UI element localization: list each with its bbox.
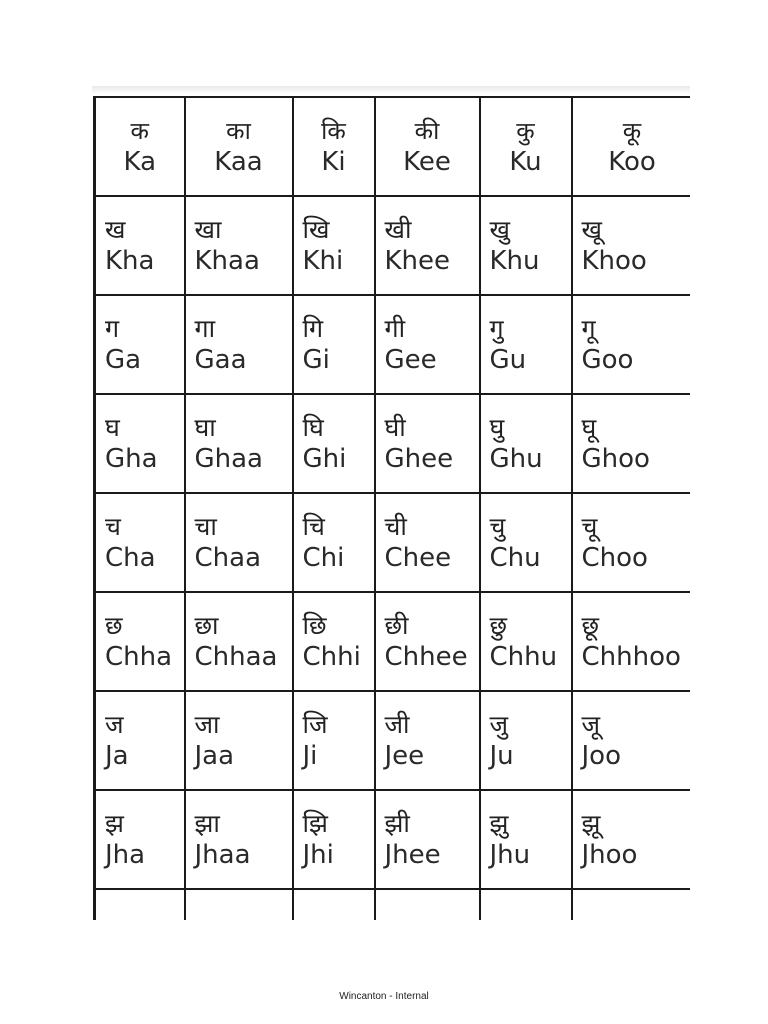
devanagari-syllable: घा <box>194 412 216 442</box>
transliteration: Ki <box>321 146 346 177</box>
syllable-cell-cut-off <box>185 889 293 920</box>
table-row <box>95 295 691 394</box>
syllable-cell <box>293 790 375 889</box>
devanagari-syllable: ग <box>105 313 120 343</box>
syllable-cell <box>95 196 185 295</box>
transliteration: Ghi <box>302 443 347 474</box>
devanagari-syllable: झा <box>194 808 220 838</box>
transliteration: Cha <box>105 542 156 573</box>
devanagari-syllable: झू <box>581 808 601 838</box>
transliteration: Jhee <box>384 839 441 870</box>
devanagari-syllable: खी <box>384 214 412 244</box>
table-row <box>95 196 691 295</box>
transliteration: Kaa <box>214 146 263 177</box>
transliteration: Chhaa <box>194 641 278 672</box>
syllable-cell <box>95 790 185 889</box>
syllable-cell <box>375 592 480 691</box>
syllable-cell <box>293 493 375 592</box>
devanagari-syllable: झी <box>384 808 410 838</box>
devanagari-syllable: का <box>226 116 251 145</box>
table-row <box>95 592 691 691</box>
syllable-cell <box>572 295 691 394</box>
transliteration: Koo <box>608 146 656 177</box>
transliteration: Chi <box>302 542 345 573</box>
syllable-cell <box>572 394 691 493</box>
transliteration: Ga <box>105 344 142 375</box>
devanagari-syllable: कि <box>321 116 346 145</box>
transliteration: Ku <box>509 146 542 177</box>
transliteration: Ja <box>105 740 129 771</box>
syllable-cell <box>572 790 691 889</box>
syllable-cell <box>185 493 293 592</box>
devanagari-syllable: छु <box>489 610 508 640</box>
footer-classification: Wincanton - Internal <box>339 991 429 1002</box>
syllable-cell <box>293 295 375 394</box>
devanagari-syllable: ची <box>384 511 407 541</box>
transliteration: Ghee <box>384 443 454 474</box>
transliteration: Kha <box>105 245 155 276</box>
syllable-cell <box>480 97 572 196</box>
syllable-cell <box>95 691 185 790</box>
devanagari-syllable: खू <box>581 214 602 244</box>
transliteration: Khu <box>489 245 540 276</box>
devanagari-syllable: ज <box>105 709 124 739</box>
transliteration: Choo <box>581 542 648 573</box>
transliteration: Khee <box>384 245 451 276</box>
syllable-cell-cut-off <box>95 889 185 920</box>
syllable-cell <box>480 790 572 889</box>
devanagari-syllable: चू <box>581 511 598 541</box>
devanagari-syllable: खि <box>302 214 330 244</box>
syllable-cell <box>185 97 293 196</box>
table-row <box>95 691 691 790</box>
syllable-cell <box>185 394 293 493</box>
devanagari-syllable: जा <box>194 709 220 739</box>
devanagari-syllable: च <box>105 511 121 541</box>
syllable-cell <box>375 97 480 196</box>
syllable-cell <box>95 592 185 691</box>
syllable-cell <box>293 691 375 790</box>
devanagari-syllable: छा <box>194 610 219 640</box>
transliteration: Jhu <box>489 839 531 870</box>
transliteration: Chhhoo <box>581 641 681 672</box>
syllable-cell <box>480 295 572 394</box>
transliteration: Jee <box>384 740 425 771</box>
syllable-cell <box>480 691 572 790</box>
devanagari-syllable: घि <box>302 412 324 442</box>
transliteration: Gee <box>384 344 437 375</box>
devanagari-syllable: छी <box>384 610 409 640</box>
syllable-cell <box>185 592 293 691</box>
syllable-cell-cut-off <box>375 889 480 920</box>
syllable-cell <box>572 493 691 592</box>
transliteration: Chhu <box>489 641 558 672</box>
syllable-cell <box>95 493 185 592</box>
table-row <box>95 493 691 592</box>
devanagari-syllable: घ <box>105 412 120 442</box>
syllable-cell-cut-off <box>572 889 691 920</box>
syllable-cell <box>375 493 480 592</box>
devanagari-syllable: खु <box>489 214 510 244</box>
devanagari-syllable: खा <box>194 214 222 244</box>
syllable-cell <box>480 196 572 295</box>
transliteration: Ghu <box>489 443 543 474</box>
devanagari-syllable: चु <box>489 511 506 541</box>
transliteration: Jhaa <box>194 839 251 870</box>
devanagari-syllable: छ <box>105 610 123 640</box>
devanagari-syllable: जू <box>581 709 601 739</box>
syllable-cell <box>480 493 572 592</box>
syllable-cell <box>95 97 185 196</box>
transliteration: Kee <box>403 146 451 177</box>
transliteration: Jhoo <box>581 839 638 870</box>
transliteration: Gaa <box>194 344 247 375</box>
devanagari-syllable: घु <box>489 412 505 442</box>
table-row <box>95 394 691 493</box>
transliteration: Khi <box>302 245 344 276</box>
devanagari-syllable: गु <box>489 313 504 343</box>
devanagari-syllable: छि <box>302 610 327 640</box>
syllable-cell <box>185 790 293 889</box>
syllable-cell <box>293 196 375 295</box>
syllable-cell <box>480 592 572 691</box>
devanagari-syllable: घी <box>384 412 406 442</box>
syllable-table-container <box>93 96 690 936</box>
devanagari-syllable: गी <box>384 313 406 343</box>
transliteration: Joo <box>581 740 621 771</box>
transliteration: Khaa <box>194 245 260 276</box>
syllable-cell-cut-off <box>480 889 572 920</box>
transliteration: Chha <box>105 641 173 672</box>
transliteration: Gu <box>489 344 527 375</box>
syllable-cell <box>375 691 480 790</box>
page-top-edge <box>92 86 690 94</box>
devanagari-syllable: गू <box>581 313 596 343</box>
devanagari-syllable: की <box>414 116 440 145</box>
transliteration: Chu <box>489 542 541 573</box>
table-row-cut-off <box>95 889 691 920</box>
syllable-cell <box>375 295 480 394</box>
transliteration: Gha <box>105 443 158 474</box>
transliteration: Ghaa <box>194 443 263 474</box>
devanagari-syllable: जी <box>384 709 410 739</box>
devanagari-syllable: गा <box>194 313 216 343</box>
table-row <box>95 790 691 889</box>
devanagari-syllable: क <box>130 116 149 145</box>
syllable-cell <box>293 97 375 196</box>
transliteration: Ji <box>302 740 318 771</box>
devanagari-syllable: कू <box>622 116 642 145</box>
devanagari-syllable: छू <box>581 610 600 640</box>
syllable-cell <box>375 196 480 295</box>
devanagari-syllable: चा <box>194 511 217 541</box>
transliteration: Ka <box>123 146 157 177</box>
devanagari-syllable: झि <box>302 808 328 838</box>
devanagari-syllable: झ <box>105 808 124 838</box>
transliteration: Ghoo <box>581 443 650 474</box>
transliteration: Chee <box>384 542 452 573</box>
transliteration: Chhi <box>302 641 361 672</box>
syllable-cell <box>572 691 691 790</box>
syllable-cell <box>95 394 185 493</box>
syllable-cell <box>95 295 185 394</box>
devanagari-syllable: जि <box>302 709 328 739</box>
transliteration: Khoo <box>581 245 647 276</box>
syllable-cell <box>572 196 691 295</box>
syllable-cell <box>293 394 375 493</box>
transliteration: Chaa <box>194 542 261 573</box>
transliteration: Jha <box>105 839 146 870</box>
devanagari-syllable: घू <box>581 412 597 442</box>
syllable-cell <box>293 592 375 691</box>
syllable-cell <box>185 196 293 295</box>
syllable-cell <box>572 97 691 196</box>
transliteration: Goo <box>581 344 634 375</box>
syllable-cell <box>572 592 691 691</box>
syllable-table <box>93 96 690 920</box>
syllable-cell <box>185 295 293 394</box>
syllable-cell <box>480 394 572 493</box>
devanagari-syllable: चि <box>302 511 325 541</box>
transliteration: Chhee <box>384 641 468 672</box>
syllable-cell <box>375 790 480 889</box>
syllable-cell-cut-off <box>293 889 375 920</box>
transliteration: Ju <box>489 740 514 771</box>
transliteration: Gi <box>302 344 330 375</box>
syllable-cell <box>375 394 480 493</box>
transliteration: Jhi <box>302 839 334 870</box>
devanagari-syllable: झु <box>489 808 509 838</box>
devanagari-syllable: ख <box>105 214 126 244</box>
table-body <box>95 97 691 920</box>
devanagari-syllable: गि <box>302 313 324 343</box>
devanagari-syllable: कु <box>516 116 535 145</box>
transliteration: Jaa <box>194 740 235 771</box>
syllable-cell <box>185 691 293 790</box>
devanagari-syllable: जु <box>489 709 509 739</box>
table-row <box>95 97 691 196</box>
